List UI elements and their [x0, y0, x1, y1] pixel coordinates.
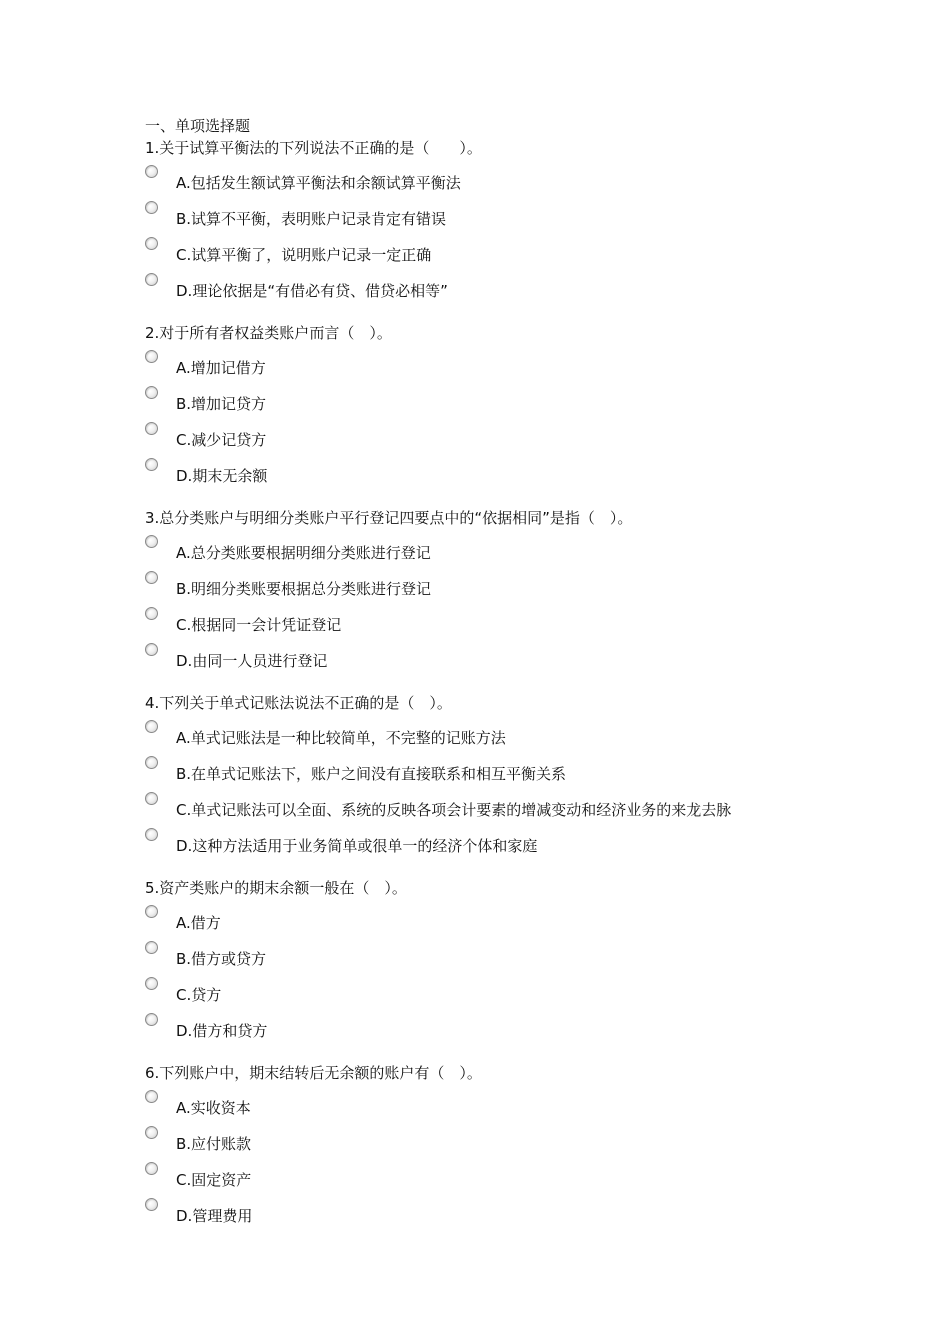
- option-b[interactable]: [145, 201, 905, 237]
- question-stem: 3.总分类账户与明细分类账户平行登记四要点中的“依据相同”是指（ ）。: [145, 509, 633, 527]
- option-label: D.这种方法适用于业务简单或很单一的经济个体和家庭: [176, 837, 538, 855]
- option-label: D.由同一人员进行登记: [176, 652, 328, 670]
- question-stem: 2.对于所有者权益类账户而言（ ）。: [145, 324, 392, 342]
- section-title: 一、单项选择题: [145, 117, 251, 135]
- radio-button[interactable]: [145, 643, 158, 656]
- question-stem: 5.资产类账户的期末余额一般在（ ）。: [145, 879, 407, 897]
- option-c[interactable]: [145, 792, 905, 828]
- radio-button[interactable]: [145, 571, 158, 584]
- radio-button[interactable]: [145, 905, 158, 918]
- option-label: C.试算平衡了，说明账户记录一定正确: [176, 246, 432, 264]
- radio-button[interactable]: [145, 535, 158, 548]
- option-label: B.借方或贷方: [176, 950, 267, 968]
- radio-button[interactable]: [145, 386, 158, 399]
- option-label: B.增加记贷方: [176, 395, 267, 413]
- option-label: A.增加记借方: [176, 359, 266, 377]
- radio-button[interactable]: [145, 1162, 158, 1175]
- radio-button[interactable]: [145, 1198, 158, 1211]
- option-d[interactable]: [145, 273, 905, 309]
- radio-button[interactable]: [145, 828, 158, 841]
- radio-button[interactable]: [145, 273, 158, 286]
- option-label: C.贷方: [176, 986, 222, 1004]
- radio-button[interactable]: [145, 1090, 158, 1103]
- option-b[interactable]: [145, 386, 905, 422]
- option-label: A.实收资本: [176, 1099, 251, 1117]
- option-c[interactable]: [145, 422, 905, 458]
- radio-button[interactable]: [145, 237, 158, 250]
- radio-button[interactable]: [145, 720, 158, 733]
- option-c[interactable]: [145, 237, 905, 273]
- question-stem: 4.下列关于单式记账法说法不正确的是（ ）。: [145, 694, 452, 712]
- option-a[interactable]: [145, 720, 905, 756]
- option-label: A.包括发生额试算平衡法和余额试算平衡法: [176, 174, 461, 192]
- option-d[interactable]: [145, 1198, 905, 1234]
- option-d[interactable]: [145, 643, 905, 679]
- question-stem: 6.下列账户中，期末结转后无余额的账户有（ ）。: [145, 1064, 482, 1082]
- option-c[interactable]: [145, 1162, 905, 1198]
- radio-button[interactable]: [145, 941, 158, 954]
- option-a[interactable]: [145, 905, 905, 941]
- option-c[interactable]: [145, 977, 905, 1013]
- radio-button[interactable]: [145, 201, 158, 214]
- question-stem: 1.关于试算平衡法的下列说法不正确的是（ ）。: [145, 139, 482, 157]
- option-label: D.管理费用: [176, 1207, 253, 1225]
- option-b[interactable]: [145, 571, 905, 607]
- option-label: B.明细分类账要根据总分类账进行登记: [176, 580, 432, 598]
- option-label: A.借方: [176, 914, 221, 932]
- option-label: B.试算不平衡，表明账户记录肯定有错误: [176, 210, 447, 228]
- option-label: C.固定资产: [176, 1171, 252, 1189]
- option-d[interactable]: [145, 828, 905, 864]
- radio-button[interactable]: [145, 350, 158, 363]
- option-label: D.期末无余额: [176, 467, 268, 485]
- radio-button[interactable]: [145, 792, 158, 805]
- option-b[interactable]: [145, 941, 905, 977]
- option-d[interactable]: [145, 458, 905, 494]
- option-label: B.应付账款: [176, 1135, 252, 1153]
- radio-button[interactable]: [145, 756, 158, 769]
- radio-button[interactable]: [145, 977, 158, 990]
- radio-button[interactable]: [145, 607, 158, 620]
- radio-button[interactable]: [145, 1126, 158, 1139]
- option-a[interactable]: [145, 535, 905, 571]
- option-b[interactable]: [145, 756, 905, 792]
- option-label: B.在单式记账法下，账户之间没有直接联系和相互平衡关系: [176, 765, 567, 783]
- radio-button[interactable]: [145, 165, 158, 178]
- option-label: C.单式记账法可以全面、系统的反映各项会计要素的增减变动和经济业务的来龙去脉: [176, 801, 732, 819]
- option-label: C.根据同一会计凭证登记: [176, 616, 342, 634]
- option-label: A.总分类账要根据明细分类账进行登记: [176, 544, 431, 562]
- option-label: D.借方和贷方: [176, 1022, 268, 1040]
- option-a[interactable]: [145, 165, 905, 201]
- option-label: A.单式记账法是一种比较简单，不完整的记账方法: [176, 729, 506, 747]
- option-c[interactable]: [145, 607, 905, 643]
- option-a[interactable]: [145, 1090, 905, 1126]
- radio-button[interactable]: [145, 458, 158, 471]
- option-b[interactable]: [145, 1126, 905, 1162]
- option-a[interactable]: [145, 350, 905, 386]
- radio-button[interactable]: [145, 422, 158, 435]
- option-label: D.理论依据是“有借必有贷、借贷必相等”: [176, 282, 448, 300]
- radio-button[interactable]: [145, 1013, 158, 1026]
- option-label: C.减少记贷方: [176, 431, 267, 449]
- option-d[interactable]: [145, 1013, 905, 1049]
